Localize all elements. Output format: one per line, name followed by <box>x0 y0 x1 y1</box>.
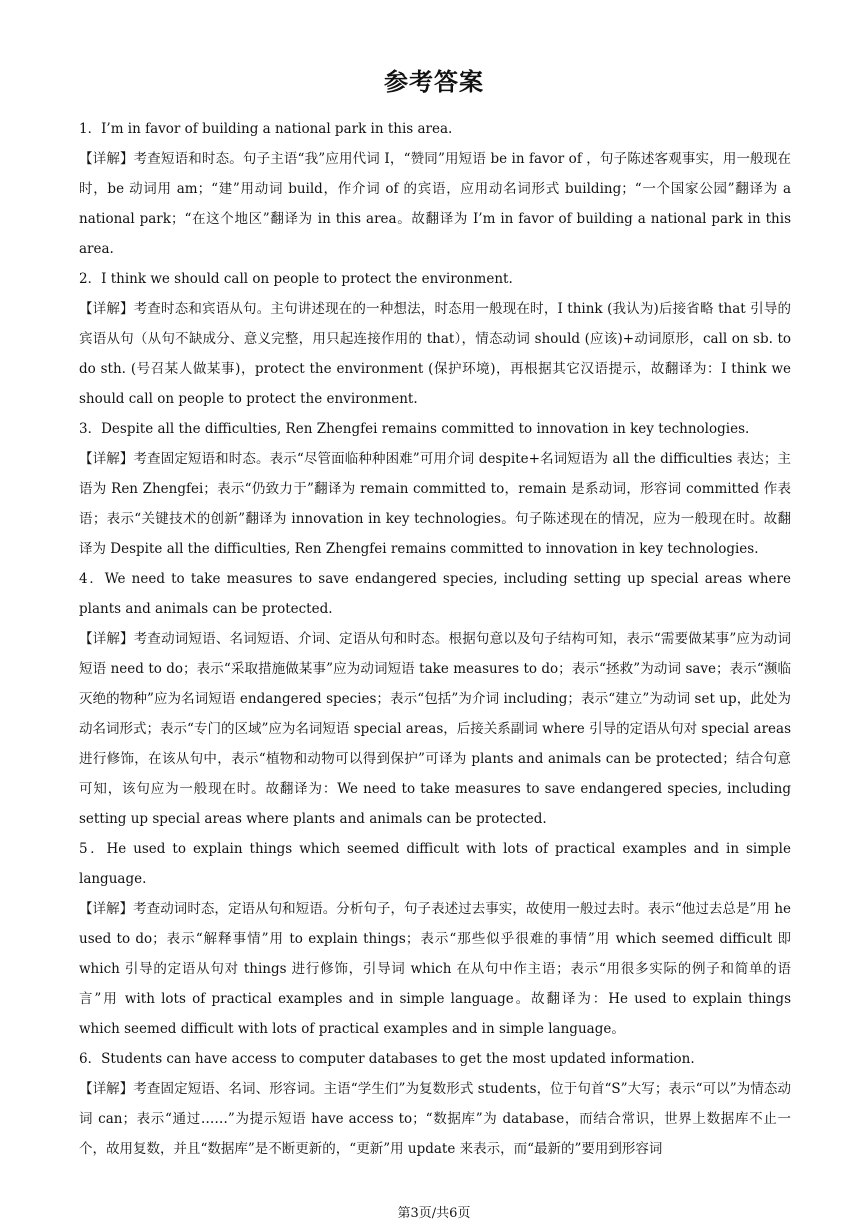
explanation-text: 考查固定短语和时态。表示“尽管面临种种困难”可用介词 despite+名词短语为 all the difficulties 表达；主语为 Ren Zhengfei；表示“仍致力于”翻译为 remain committed to，remain 是系动词，形容词 committed 作表语；表示“关键技术的创新”翻译为 innovation in key technologies。句子陈述现在的情况，应为一般现在时。故翻译为 Despite all the difficulties, Ren Zhengfei remains committed to innovation in key technologies. <box>79 451 791 557</box>
explanation-text: 考查时态和宾语从句。主句讲述现在的一种想法，时态用一般现在时，I think (我认为)后接省略 that 引导的宾语从句（从句不缺成分、意义完整，用只起连接作用的 that），情态动词 should (应该)+动词原形，call on sb. to do sth. (号召某人做某事)，protect the environment (保护环境)，再根据其它汉语提示，故翻译为：I think we should call on people to protect the environment. <box>79 301 792 407</box>
answer-list <box>79 114 791 1164</box>
detail-tag: 【详解】 <box>79 451 134 467</box>
explanation <box>79 444 791 564</box>
answer-item-6 <box>79 1044 791 1164</box>
detail-tag: 【详解】 <box>79 901 134 917</box>
answer-sentence: 4．We need to take measures to save endangered species, including setting up special areas where plants and animals can be protected. <box>79 571 791 617</box>
answer-sentence: 2．I think we should call on people to protect the environment. <box>79 271 513 287</box>
explanation-text: 考查短语和时态。句子主语“我”应用代词 I，“赞同”用短语 be in favor of ，句子陈述客观事实，用一般现在时，be 动词用 am；“建”用动词 build，作介词 of 的宾语，应用动名词形式 building；“一个国家公园”翻译为 a national park；“在这个地区”翻译为 in this area。故翻译为 I’m in favor of building a national park in this area. <box>79 151 791 257</box>
page-number: 第3页/共6页 <box>397 1206 471 1221</box>
answer-sentence: 1．I’m in favor of building a national park in this area. <box>79 121 453 137</box>
answer-sentence: 3．Despite all the difficulties, Ren Zhengfei remains committed to innovation in key technologies. <box>79 421 750 437</box>
answer-item-2 <box>79 264 791 414</box>
detail-tag: 【详解】 <box>79 301 134 317</box>
answer-item-4 <box>79 564 791 834</box>
answer-item-1 <box>79 114 791 264</box>
detail-tag: 【详解】 <box>79 631 134 647</box>
explanation <box>79 1074 791 1164</box>
explanation-text: 考查动词短语、名词短语、介词、定语从句和时态。根据句意以及句子结构可知，表示“需要做某事”应为动词短语 need to do；表示“采取措施做某事”应为动词短语 take measures to do；表示“拯救”为动词 save；表示“濒临灭绝的物种”应为名词短语 endangered species；表示“包括”为介词 including；表示“建立”为动词 set up，此处为动名词形式；表示“专门的区域”应为名词短语 special areas，后接关系副词 where 引导的定语从句对 special areas 进行修饰，在该从句中，表示“植物和动物可以得到保护”可译为 plants and animals can be protected；结合句意可知，该句应为一般现在时。故翻译为：We need to take measures to save endangered species, including setting up special areas where plants and animals can be protected. <box>79 631 791 827</box>
explanation <box>79 294 791 414</box>
answer-sentence: 6．Students can have access to computer databases to get the most updated information. <box>79 1051 695 1067</box>
explanation <box>79 894 791 1044</box>
explanation-text: 考查动词时态，定语从句和短语。分析句子，句子表述过去事实，故使用一般过去时。表示“他过去总是”用 he used to do；表示“解释事情”用 to explain things；表示“那些似乎很难的事情”用 which seemed difficult 即 which 引导的定语从句对 things 进行修饰，引导词 which 在从句中作主语；表示“用很多实际的例子和简单的语言”用 with lots of practical examples and in simple language。故翻译为：He used to explain things which seemed difficult with lots of practical examples and in simple language。 <box>79 901 792 1037</box>
answer-sentence: 5．He used to explain things which seemed difficult with lots of practical examples and in simple language. <box>79 841 791 887</box>
page-title: 参考答案 <box>384 67 484 96</box>
explanation <box>79 144 791 264</box>
detail-tag: 【详解】 <box>79 151 134 167</box>
explanation-text: 考查固定短语、名词、形容词。主语“学生们”为复数形式 students，位于句首“S”大写；表示“可以”为情态动词 can；表示“通过……”为提示短语 have access to；“数据库”为 database，而结合常识，世界上数据库不止一个，故用复数，并且“数据库”是不断更新的，“更新”用 update 来表示，而“最新的”要用到形容词 <box>79 1081 792 1157</box>
explanation <box>79 624 791 834</box>
answer-item-5 <box>79 834 791 1044</box>
detail-tag: 【详解】 <box>79 1081 134 1097</box>
answer-item-3 <box>79 414 791 564</box>
